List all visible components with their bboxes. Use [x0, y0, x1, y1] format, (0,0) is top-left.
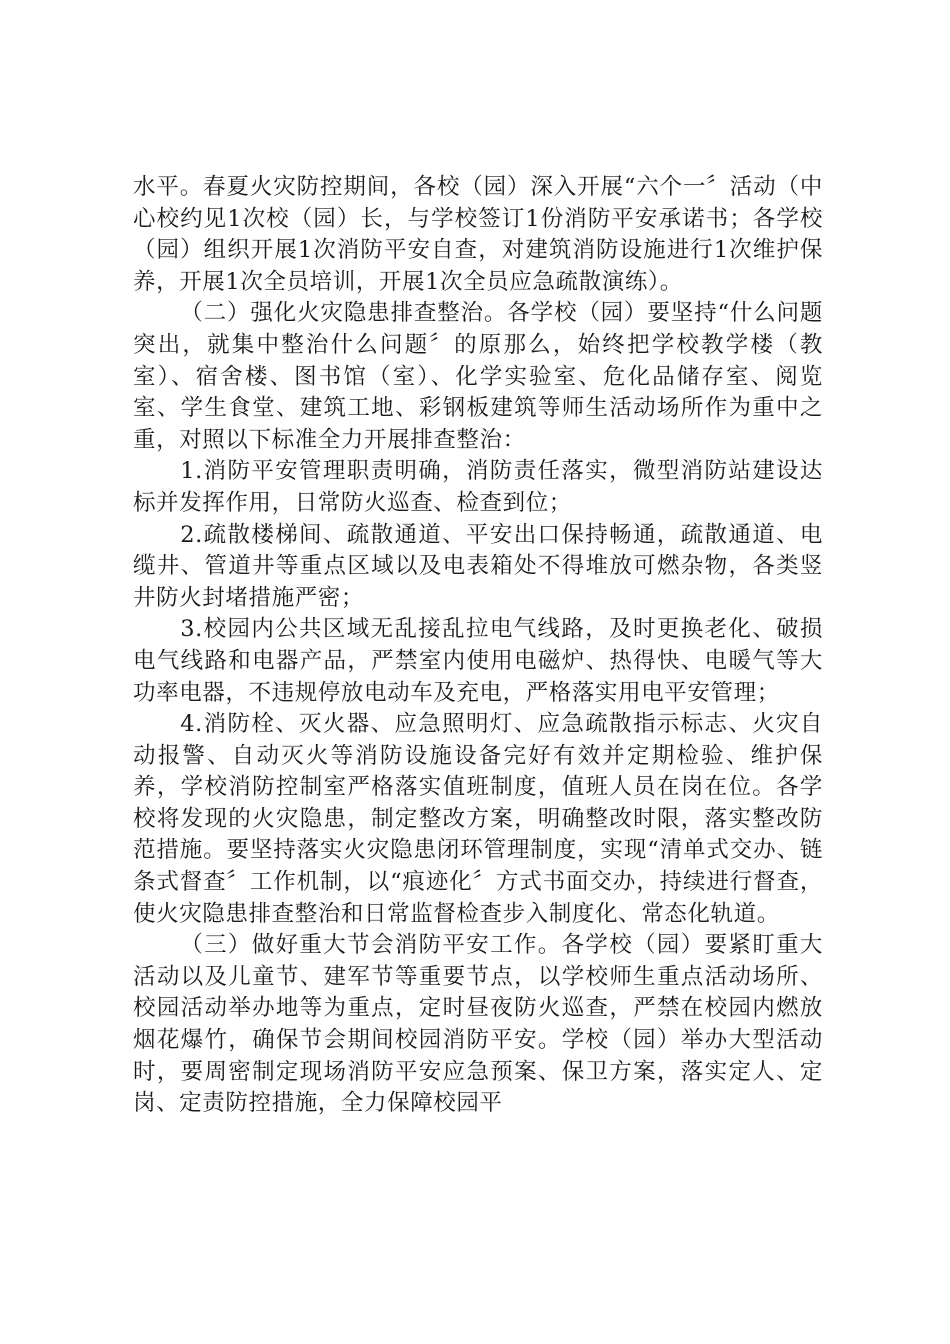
paragraph-continuation: 水平。春夏火灾防控期间，各校（园）深入开展“六个一〞活动（中心校约见1次校（园）长，与学校签订1份消防平安承诺书；各学校（园）组织开展1次消防平安自查，对建筑消防设施进行1次维护保养，开展1次全员培训，开展1次全员应急疏散演练）。 — [133, 174, 823, 295]
paragraph-section-3-heading: （三）做好重大节会消防平安工作。各学校（园）要紧盯重大活动以及儿童节、建军节等重要节点，以学校师生重点活动场所、校园活动举办地等为重点，定时昼夜防火巡查，严禁在校园内燃放烟花爆竹，确保节会期间校园消防平安。学校（园）举办大型活动时，要周密制定现场消防平安应急预案、保卫方案，落实定人、定岗、定责防控措施，全力保障校园平 — [133, 932, 823, 1117]
paragraph-section-2-heading: （二）强化火灾隐患排查整治。各学校（园）要坚持“什么问题突出，就集中整治什么问题〞的原那么，始终把学校教学楼（教室）、宿舍楼、图书馆（室）、化学实验室、危化品储存室、阅览室、学生食堂、建筑工地、彩钢板建筑等师生活动场所作为重中之重，对照以下标准全力开展排查整治： — [133, 300, 823, 453]
document-page — [133, 172, 823, 1120]
list-item-3: 3.校园内公共区域无乱接乱拉电气线路，及时更换老化、破损电气线路和电器产品，严禁室内使用电磁炉、热得快、电暖气等大功率电器，不违规停放电动车及充电，严格落实用电平安管理； — [133, 616, 823, 706]
list-item-4: 4.消防栓、灭火器、应急照明灯、应急疏散指示标志、火灾自动报警、自动灭火等消防设施设备完好有效并定期检验、维护保养，学校消防控制室严格落实值班制度，值班人员在岗在位。各学校将发现的火灾隐患，制定整改方案，明确整改时限，落实整改防范措施。要坚持落实火灾隐患闭环管理制度，实现“清单式交办、链条式督查〞工作机制，以“痕迹化〞方式书面交办，持续进行督查，使火灾隐患排查整治和日常监督检查步入制度化、常态化轨道。 — [133, 711, 823, 927]
list-item-1: 1.消防平安管理职责明确，消防责任落实，微型消防站建设达标并发挥作用，日常防火巡查、检查到位； — [133, 458, 823, 516]
list-item-2: 2.疏散楼梯间、疏散通道、平安出口保持畅通，疏散通道、电缆井、管道井等重点区域以及电表箱处不得堆放可燃杂物，各类竖井防火封堵措施严密； — [133, 521, 823, 611]
